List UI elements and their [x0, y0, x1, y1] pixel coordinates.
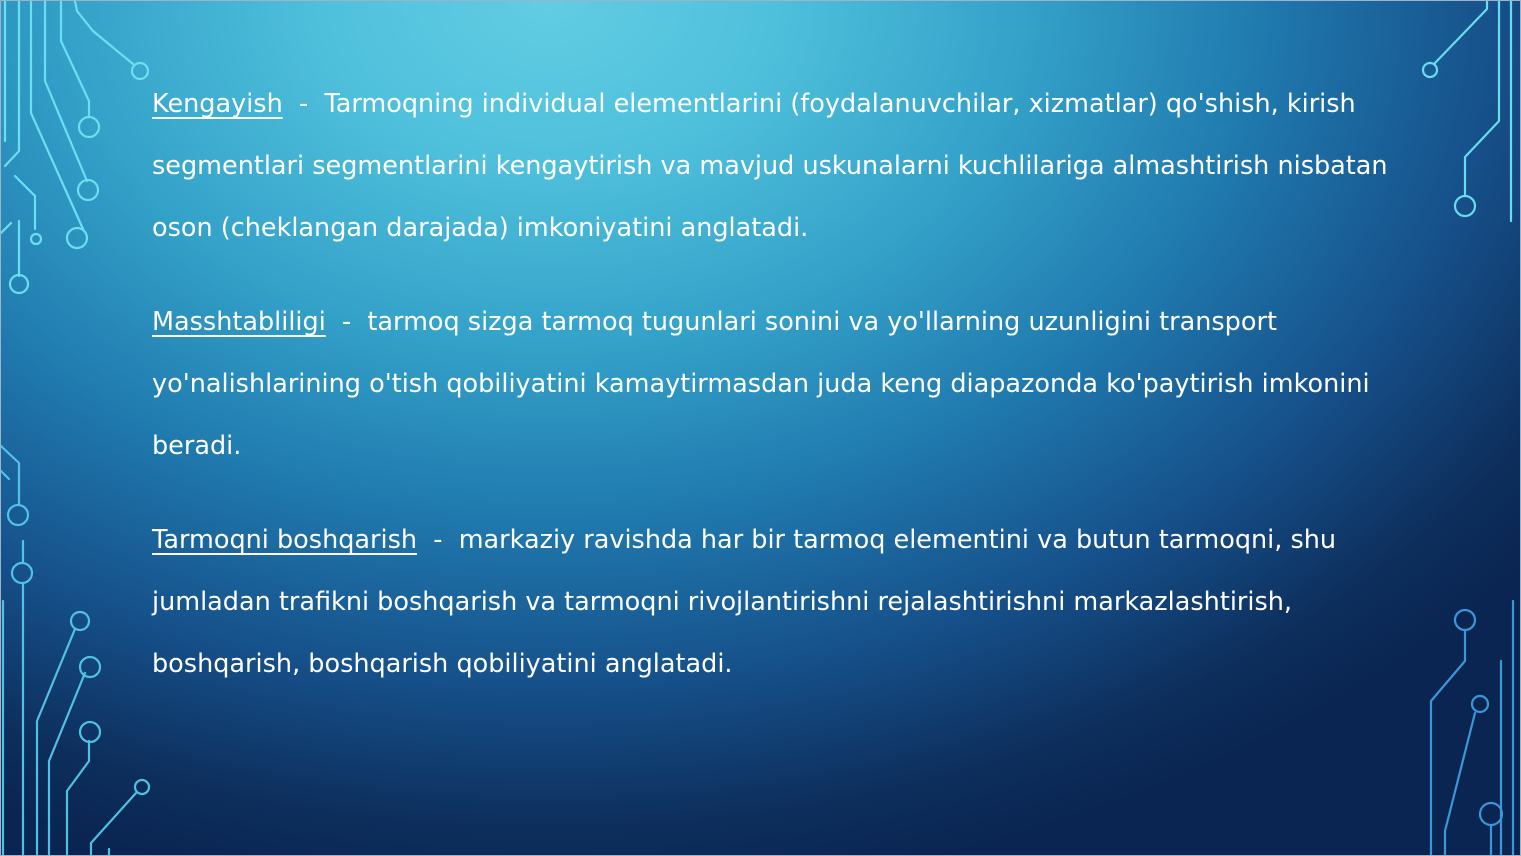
definition-text: Tarmoqning individual elementlarini (foydalanuvchilar, xizmatlar) qo'shish, kirish segmentlari segmentlarini kengaytirish va mavjud uskunalarni kuchlilariga almashtirish nisbatan oson (cheklangan darajada) imkoniyatini anglatadi.	[152, 89, 1388, 243]
definition-text: tarmoq sizga tarmoq tugunlari sonini va yo'llarning uzunligini transport yo'nalishlarining o'tish qobiliyatini kamaytirmasdan juda keng diapazonda ko'paytirish imkonini beradi.	[152, 307, 1370, 461]
separator: -	[282, 89, 325, 119]
paragraph-masshtabliligi	[152, 291, 1392, 477]
separator: -	[417, 525, 459, 555]
paragraph-kengayish	[152, 73, 1392, 259]
term-masshtabliligi: Masshtabliligi	[152, 307, 326, 337]
separator: -	[325, 307, 368, 337]
slide-body	[152, 73, 1392, 727]
paragraph-tarmoqni-boshqarish	[152, 509, 1392, 695]
term-tarmoqni-boshqarish: Tarmoqni boshqarish	[152, 525, 418, 555]
definition-text: markaziy ravishda har bir tarmoq elementini va butun tarmoqni, shu jumladan trafikni boshqarish va tarmoqni rivojlantirishni rejalashtirishni markazlashtirish, boshqarish, boshqarish qobiliyatini anglatadi.	[152, 525, 1337, 679]
term-kengayish: Kengayish	[152, 89, 283, 119]
